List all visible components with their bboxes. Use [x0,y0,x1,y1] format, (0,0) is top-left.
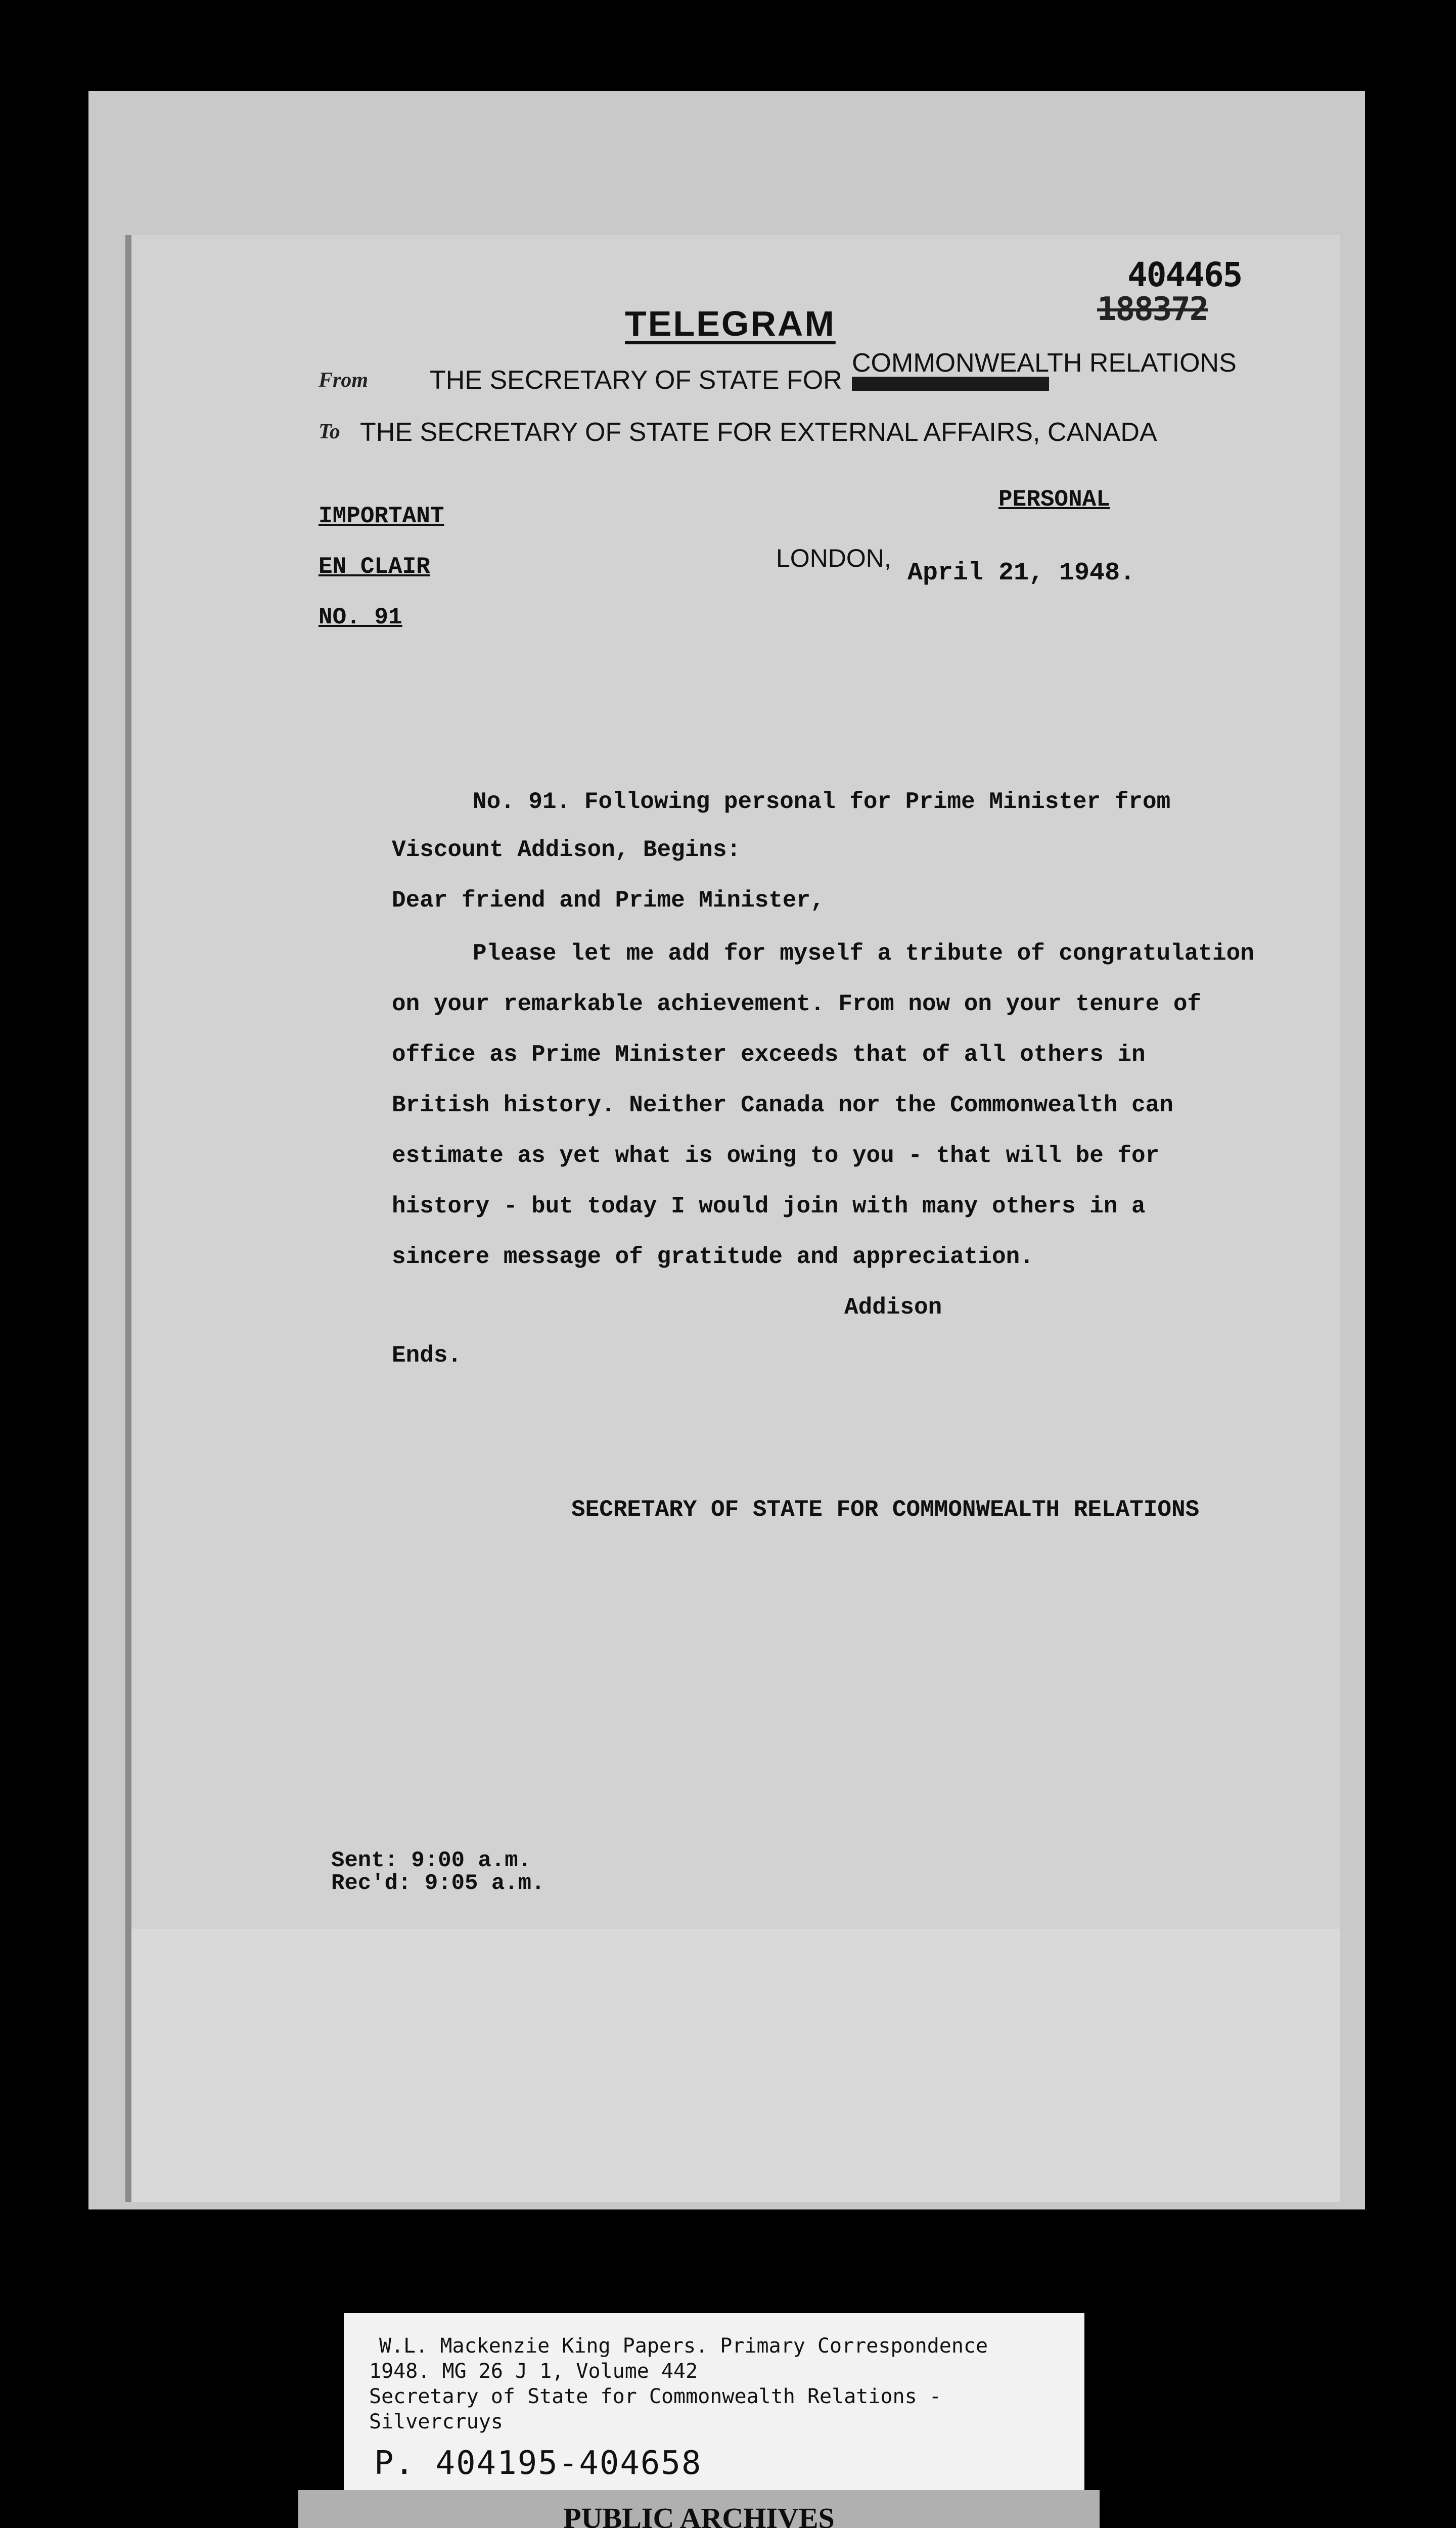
transmission-marking: EN CLAIR [318,554,430,580]
from-text-continued: COMMONWEALTH RELATIONS [852,348,1237,378]
stamp-line: PUBLIC ARCHIVES [563,2502,835,2528]
ends-marker: Ends. [392,1342,462,1369]
sent-time: Sent: 9:00 a.m. [331,1848,532,1873]
archive-reference-card [344,2313,1084,2500]
body-line: history - but today I would join with many others in a [392,1193,1146,1220]
received-time: Rec'd: 9:05 a.m. [331,1871,545,1896]
body-line: No. 91. Following personal for Prime Minister from [473,789,1171,815]
sender-block: SECRETARY OF STATE FOR COMMONWEALTH RELATIONS [571,1497,1200,1523]
origin-city: LONDON, [776,544,891,572]
body-line: Viscount Addison, Begins: [392,837,741,863]
serial-number: 404465 [1127,255,1242,294]
body-line: British history. Neither Canada nor the Commonwealth can [392,1092,1173,1118]
to-text: THE SECRETARY OF STATE FOR EXTERNAL AFFAIRS, CANADA [360,418,1157,447]
body-line: estimate as yet what is owing to you - that will be for [392,1143,1160,1169]
card-line: W.L. Mackenzie King Papers. Primary Correspondence [379,2334,988,2358]
card-line: Secretary of State for Commonwealth Relations - [369,2385,941,2408]
telegram-date: April 21, 1948. [907,559,1135,588]
body-line: office as Prime Minister exceeds that of all others in [392,1042,1146,1068]
struck-serial-number: 188372 [1097,291,1208,328]
struck-out-text [852,377,1049,391]
message-number: NO. 91 [318,604,402,630]
card-line: Silvercruys [369,2410,503,2433]
telegram-title: TELEGRAM [625,304,836,343]
page-range: P. 404195-404658 [374,2445,702,2482]
to-label: To [318,420,340,443]
lower-band [131,1929,1340,2202]
from-label: From [318,369,369,392]
body-line: Dear friend and Prime Minister, [392,887,825,914]
body-line: on your remarkable achievement. From now on your tenure of [392,991,1202,1017]
archive-stamp [298,2490,1100,2528]
body-line: sincere message of gratitude and appreciation. [392,1244,1034,1270]
classification-marking: PERSONAL [998,486,1110,513]
body-line: Please let me add for myself a tribute of congratulation [473,940,1254,967]
card-line: 1948. MG 26 J 1, Volume 442 [369,2360,698,2383]
signatory: Addison [844,1294,942,1321]
from-text: THE SECRETARY OF STATE FOR [430,366,842,395]
priority-marking: IMPORTANT [318,503,444,529]
